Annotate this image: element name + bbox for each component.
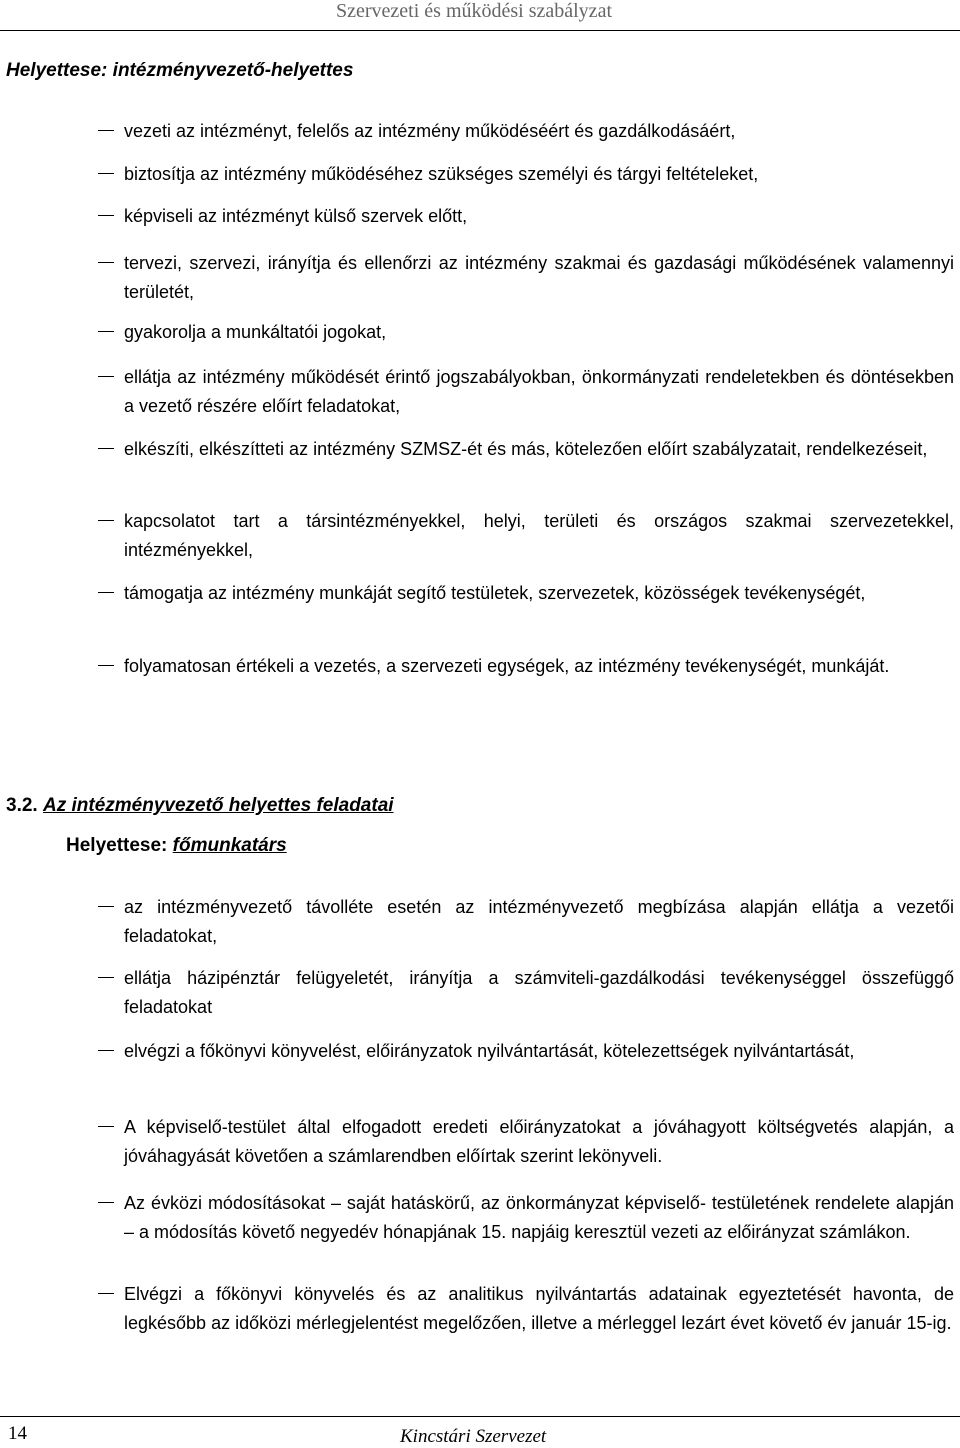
list-item-text: Elvégzi a főkönyvi könyvelés és az analitikus nyilvántartás adatainak egyeztetését havonta, de legkésőbb az időközi mérlegjelentést megelőzően, illetve a mérleggel lezárt évet követő év január 15-ig. xyxy=(124,1284,954,1333)
dash-bullet xyxy=(98,173,114,174)
list-item xyxy=(124,117,954,146)
section2-sub-prefix: Helyettese: xyxy=(66,835,168,856)
page-number: 14 xyxy=(8,1423,27,1444)
section2-number: 3.2. xyxy=(6,795,38,816)
section2-title xyxy=(6,795,394,817)
list-item xyxy=(124,1113,954,1171)
dash-bullet xyxy=(98,520,114,521)
list-item-text: biztosítja az intézmény működéséhez szükséges személyi és tárgyi feltételeket, xyxy=(124,164,759,184)
list-item-text: elvégzi a főkönyvi könyvelést, előirányzatok nyilvántartását, kötelezettségek nyilvántartását, xyxy=(124,1041,855,1061)
list-item xyxy=(124,202,954,231)
list-item-text: elkészíti, elkészítteti az intézmény SZMSZ-ét és más, kötelezően előírt szabályzatait, rendelkezéseit, xyxy=(124,439,928,459)
list-item xyxy=(124,579,954,608)
list-item xyxy=(124,318,954,347)
section2-subtitle xyxy=(66,835,287,857)
dash-bullet xyxy=(98,592,114,593)
list-item-text: gyakorolja a munkáltatói jogokat, xyxy=(124,322,387,342)
list-item xyxy=(124,1280,954,1338)
list-item xyxy=(124,652,954,681)
list-item xyxy=(124,507,954,565)
list-item xyxy=(124,249,954,307)
dash-bullet xyxy=(98,1050,114,1051)
section2-title-text: Az intézményvezető helyettes feladatai xyxy=(42,795,394,816)
dash-bullet xyxy=(98,215,114,216)
section1-heading-prefix: Helyettese: xyxy=(6,60,108,81)
dash-bullet xyxy=(98,331,114,332)
section1-heading xyxy=(6,60,353,82)
list-item-text: ellátja házipénztár felügyeletét, irányítja a számviteli-gazdálkodási tevékenységgel összefüggő feladatokat xyxy=(124,968,954,1017)
dash-bullet xyxy=(98,130,114,131)
list-item xyxy=(124,363,954,421)
list-item-text: tervezi, szervezi, irányítja és ellenőrzi az intézmény szakmai és gazdasági működésének valamennyi területét, xyxy=(124,253,954,302)
section2-sub-value: főmunkatárs xyxy=(172,835,287,856)
dash-bullet xyxy=(98,262,114,263)
header-rule xyxy=(0,30,960,31)
footer-rule xyxy=(0,1416,960,1417)
list-item xyxy=(124,160,954,189)
footer-text: Kincstári Szervezet xyxy=(400,1426,547,1447)
list-item-text: folyamatosan értékeli a vezetés, a szervezeti egységek, az intézmény tevékenységét, munkáját. xyxy=(124,656,890,676)
list-item-text: képviseli az intézményt külső szervek előtt, xyxy=(124,206,468,226)
list-item-text: Az évközi módosításokat – saját hatáskörű, az önkormányzat képviselő- testületének rendelete alapján – a módosítás követő negyedév hónapjának 15. napjáig keresztül vezeti az előirányzat számlákon. xyxy=(124,1193,954,1242)
dash-bullet xyxy=(98,977,114,978)
list-item-text: kapcsolatot tart a társintézményekkel, helyi, területi és országos szakmai szervezetekkel, intézményekkel, xyxy=(124,511,954,560)
dash-bullet xyxy=(98,1126,114,1127)
header-title: Szervezeti és működési szabályzat xyxy=(336,0,612,22)
list-item xyxy=(124,893,954,951)
list-item-text: támogatja az intézmény munkáját segítő testületek, szervezetek, közösségek tevékenységét, xyxy=(124,583,866,603)
list-item xyxy=(124,1037,954,1066)
dash-bullet xyxy=(98,448,114,449)
list-item-text: vezeti az intézményt, felelős az intézmény működéséért és gazdálkodásáért, xyxy=(124,121,736,141)
list-item-text: A képviselő-testület által elfogadott eredeti előirányzatokat a jóváhagyott költségvetés alapján, a jóváhagyását követően a számlarendben előírtak szerint lekönyveli. xyxy=(124,1117,954,1166)
list-item xyxy=(124,435,954,464)
list-item xyxy=(124,1189,954,1247)
dash-bullet xyxy=(98,376,114,377)
list-item xyxy=(124,964,954,1022)
dash-bullet xyxy=(98,1293,114,1294)
dash-bullet xyxy=(98,906,114,907)
dash-bullet xyxy=(98,665,114,666)
list-item-text: ellátja az intézmény működését érintő jogszabályokban, önkormányzati rendeletekben és döntésekben a vezető részére előírt feladatokat, xyxy=(124,367,954,416)
list-item-text: az intézményvezető távolléte esetén az intézményvezető megbízása alapján ellátja a vezetői feladatokat, xyxy=(124,897,954,946)
section1-heading-value: intézményvezető-helyettes xyxy=(112,60,354,81)
dash-bullet xyxy=(98,1202,114,1203)
